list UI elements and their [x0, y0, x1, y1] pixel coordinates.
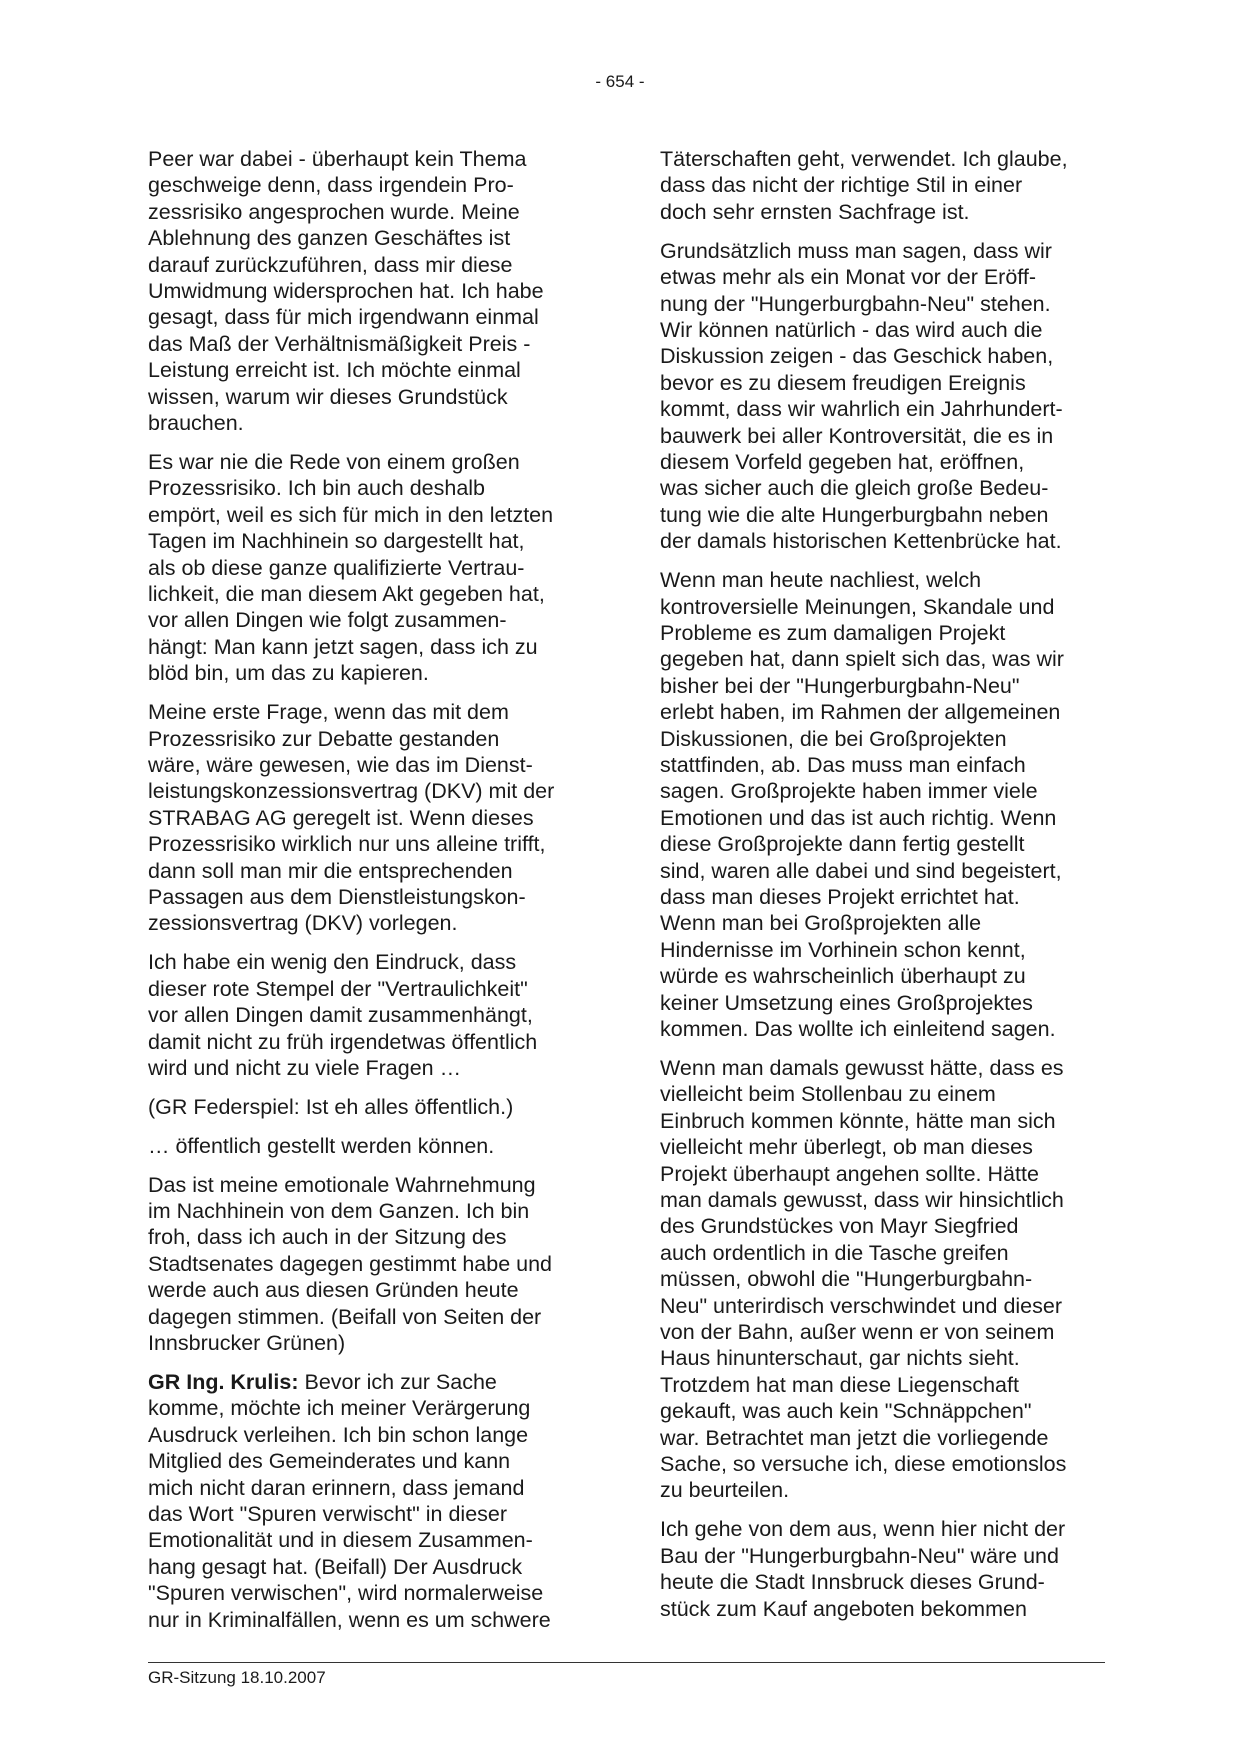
text-line: hängt: Man kann jetzt sagen, dass ich zu	[148, 634, 538, 659]
text-line: Das ist meine emotionale Wahrnehmung	[148, 1172, 536, 1197]
text-line: Wenn man heute nachliest, welch	[660, 568, 982, 593]
text-line: Stadtsenates dagegen gestimmt habe und	[148, 1251, 553, 1276]
text-line	[148, 1369, 588, 1395]
text-line: Projekt überhaupt angehen sollte. Hätte	[660, 1161, 1039, 1186]
text-line: Sache, so versuche ich, diese emotionslos	[660, 1452, 1067, 1476]
text-line: … öffentlich gestellt werden können.	[148, 1133, 495, 1158]
text-line: mich nicht daran erinnern, dass jemand	[148, 1475, 525, 1500]
text-line: wäre, wäre gewesen, wie das im Dienst-	[148, 752, 533, 777]
text-line: hang gesagt hat. (Beifall) Der Ausdruck	[148, 1554, 523, 1579]
text-line: Diskussionen, die bei Großprojekten	[660, 726, 1007, 751]
paragraph	[148, 1369, 588, 1633]
text-line: Es war nie die Rede von einem großen	[148, 449, 520, 474]
text-line: Ablehnung des ganzen Geschäftes ist	[148, 226, 511, 251]
text-line: vor allen Dingen wie folgt zusammen-	[148, 608, 507, 633]
text-line: zu beurteilen.	[660, 1478, 790, 1503]
text-line: Einbruch kommen könnte, hätte man sich	[660, 1108, 1056, 1133]
text-line: komme, möchte ich meiner Verärgerung	[148, 1396, 531, 1421]
text-line: Wenn man bei Großprojekten alle	[660, 911, 982, 936]
paragraph	[148, 1094, 588, 1120]
text-line: bisher bei der "Hungerburgbahn-Neu"	[660, 673, 1020, 698]
text-line: doch sehr ernsten Sachfrage ist.	[660, 199, 970, 224]
text-line: Ich gehe von dem aus, wenn hier nicht der	[660, 1517, 1066, 1542]
text-line: gesagt, dass für mich irgendwann einmal	[148, 305, 539, 330]
text-line: kontroversielle Meinungen, Skandale und	[660, 594, 1055, 619]
speaker-text: Bevor ich zur Sache	[298, 1369, 497, 1394]
text-line: darauf zurückzuführen, dass mir diese	[148, 252, 513, 277]
text-line: von der Bahn, außer wenn er von seinem	[660, 1319, 1055, 1344]
text-line: Emotionalität und in diesem Zusammen-	[148, 1528, 533, 1553]
text-line: Passagen aus dem Dienstleistungskon-	[148, 884, 526, 909]
paragraph	[148, 949, 588, 1081]
text-line: Täterschaften geht, verwendet. Ich glaube,	[660, 147, 1068, 171]
text-line: im Nachhinein von dem Ganzen. Ich bin	[148, 1199, 530, 1224]
text-line: diesem Vorfeld gegeben hat, eröffnen,	[660, 449, 1025, 474]
text-line: Leistung erreicht ist. Ich möchte einmal	[148, 358, 521, 383]
paragraph	[148, 1133, 588, 1159]
right-text-column	[660, 146, 1100, 1634]
text-line: leistungskonzessionsvertrag (DKV) mit der	[148, 779, 555, 804]
text-line: keiner Umsetzung eines Großprojektes	[660, 990, 1033, 1015]
text-line: Neu" unterirdisch verschwindet und dieser	[660, 1293, 1063, 1318]
text-line: bevor es zu diesem freudigen Ereignis	[660, 370, 1026, 395]
text-line: etwas mehr als ein Monat vor der Eröff-	[660, 265, 1037, 290]
text-line: Ich habe ein wenig den Eindruck, dass	[148, 950, 517, 975]
paragraph	[660, 146, 1100, 225]
text-line: kommen. Das wollte ich einleitend sagen.	[660, 1017, 1056, 1041]
text-line: sagen. Großprojekte haben immer viele	[660, 779, 1038, 804]
text-line: STRABAG AG geregelt ist. Wenn dieses	[148, 805, 534, 830]
text-line: bauwerk bei aller Kontroversität, die es in	[660, 423, 1054, 448]
text-line: das Maß der Verhältnismäßigkeit Preis -	[148, 331, 531, 356]
paragraph	[148, 146, 588, 436]
text-line: Meine erste Frage, wenn das mit dem	[148, 700, 509, 725]
text-line: vielleicht mehr überlegt, ob man dieses	[660, 1135, 1033, 1160]
text-line: des Grundstückes von Mayr Siegfried	[660, 1214, 1019, 1239]
text-line: dass man dieses Projekt errichtet hat.	[660, 884, 1020, 909]
text-line: dieser rote Stempel der "Vertraulichkeit"	[148, 976, 528, 1001]
text-line: war. Betrachtet man jetzt die vorliegende	[660, 1425, 1049, 1450]
text-line: Grundsätzlich muss man sagen, dass wir	[660, 238, 1052, 263]
text-line: das Wort "Spuren verwischt" in dieser	[148, 1502, 508, 1526]
text-line: blöd bin, um das zu kapieren.	[148, 661, 429, 686]
text-line: Haus hinunterschaut, gar nichts sieht.	[660, 1346, 1020, 1371]
text-line: damit nicht zu früh irgendetwas öffentlich	[148, 1029, 538, 1054]
text-line: dann soll man mir die entsprechenden	[148, 858, 513, 883]
text-line: nur in Kriminalfällen, wenn es um schwere	[148, 1607, 551, 1632]
text-line: zessrisiko angesprochen wurde. Meine	[148, 199, 520, 224]
text-line: diese Großprojekte dann fertig gestellt	[660, 832, 1025, 857]
text-line: Prozessrisiko wirklich nur uns alleine trifft,	[148, 832, 546, 857]
text-line: Prozessrisiko. Ich bin auch deshalb	[148, 476, 486, 501]
text-line: gekauft, was auch kein "Schnäppchen"	[660, 1399, 1032, 1424]
text-line: zessionsvertrag (DKV) vorlegen.	[148, 911, 458, 936]
text-line: brauchen.	[148, 411, 244, 436]
text-line: Diskussion zeigen - das Geschick haben,	[660, 344, 1054, 369]
text-line: man damals gewusst, dass wir hinsichtlich	[660, 1187, 1064, 1212]
text-line: tung wie die alte Hungerburgbahn neben	[660, 502, 1049, 527]
text-line: sind, waren alle dabei und sind begeistert,	[660, 858, 1062, 883]
text-line: Prozessrisiko zur Debatte gestanden	[148, 726, 500, 751]
paragraph	[660, 238, 1100, 555]
paragraph	[148, 699, 588, 937]
text-line: dass das nicht der richtige Stil in einer	[660, 173, 1023, 198]
text-line: wird und nicht zu viele Fragen …	[148, 1055, 462, 1080]
text-line: vielleicht beim Stollenbau zu einem	[660, 1082, 996, 1107]
text-line: nung der "Hungerburgbahn-Neu" stehen.	[660, 291, 1051, 316]
text-line: geschweige denn, dass irgendein Pro-	[148, 173, 514, 198]
text-line: dagegen stimmen. (Beifall von Seiten der	[148, 1304, 542, 1329]
footer-session-date: GR-Sitzung 18.10.2007	[148, 1668, 326, 1687]
paragraph	[660, 567, 1100, 1042]
speaker-name: GR Ing. Krulis:	[148, 1369, 299, 1394]
text-line: Wir können natürlich - das wird auch die	[660, 317, 1043, 342]
text-line: Tagen im Nachhinein so dargestellt hat,	[148, 529, 525, 554]
text-line: empört, weil es sich für mich in den letzten	[148, 502, 554, 527]
text-line: Mitglied des Gemeinderates und kann	[148, 1449, 511, 1474]
text-line: gegeben hat, dann spielt sich das, was wir	[660, 647, 1064, 672]
text-line: was sicher auch die gleich große Bedeu-	[660, 476, 1049, 501]
text-line: Umwidmung widersprochen hat. Ich habe	[148, 279, 544, 304]
text-line: Peer war dabei - überhaupt kein Thema	[148, 147, 527, 171]
paragraph	[660, 1055, 1100, 1504]
text-line: Wenn man damals gewusst hätte, dass es	[660, 1055, 1064, 1080]
paragraph	[660, 1516, 1100, 1622]
text-line: stück zum Kauf angeboten bekommen	[660, 1596, 1027, 1621]
text-line: erlebt haben, im Rahmen der allgemeinen	[660, 700, 1061, 725]
text-line: Trotzdem hat man diese Liegenschaft	[660, 1372, 1019, 1397]
text-line: heute die Stadt Innsbruck dieses Grund-	[660, 1570, 1045, 1595]
text-line: vor allen Dingen damit zusammenhängt,	[148, 1003, 533, 1028]
footer-divider	[148, 1662, 1105, 1663]
text-line: der damals historischen Kettenbrücke hat.	[660, 529, 1062, 554]
text-line: Innsbrucker Grünen)	[148, 1331, 346, 1356]
text-line: werde auch aus diesen Gründen heute	[148, 1278, 519, 1303]
text-line: als ob diese ganze qualifizierte Vertrau-	[148, 555, 525, 580]
text-line: lichkeit, die man diesem Akt gegeben hat,	[148, 582, 545, 606]
text-line: stattfinden, ab. Das muss man einfach	[660, 752, 1026, 777]
paragraph	[148, 449, 588, 687]
page-number: - 654 -	[595, 72, 645, 91]
text-line: müssen, obwohl die "Hungerburgbahn-	[660, 1267, 1033, 1292]
text-line: Hindernisse im Vorhinein schon kennt,	[660, 937, 1026, 962]
text-line: Emotionen und das ist auch richtig. Wenn	[660, 805, 1057, 830]
text-line: Bau der "Hungerburgbahn-Neu" wäre und	[660, 1543, 1059, 1568]
text-line: würde es wahrscheinlich überhaupt zu	[660, 964, 1026, 989]
text-line: "Spuren verwischen", wird normalerweise	[148, 1581, 544, 1606]
text-line: Probleme es zum damaligen Projekt	[660, 620, 1006, 645]
text-line: kommt, dass wir wahrlich ein Jahrhundert-	[660, 397, 1063, 422]
text-line: froh, dass ich auch in der Sitzung des	[148, 1225, 507, 1250]
left-text-column	[148, 146, 588, 1646]
paragraph	[148, 1172, 588, 1357]
text-line: Ausdruck verleihen. Ich bin schon lange	[148, 1422, 529, 1447]
text-line: auch ordentlich in die Tasche greifen	[660, 1240, 1009, 1265]
text-line: (GR Federspiel: Ist eh alles öffentlich.)	[148, 1094, 514, 1119]
text-line: wissen, warum wir dieses Grundstück	[148, 384, 508, 409]
